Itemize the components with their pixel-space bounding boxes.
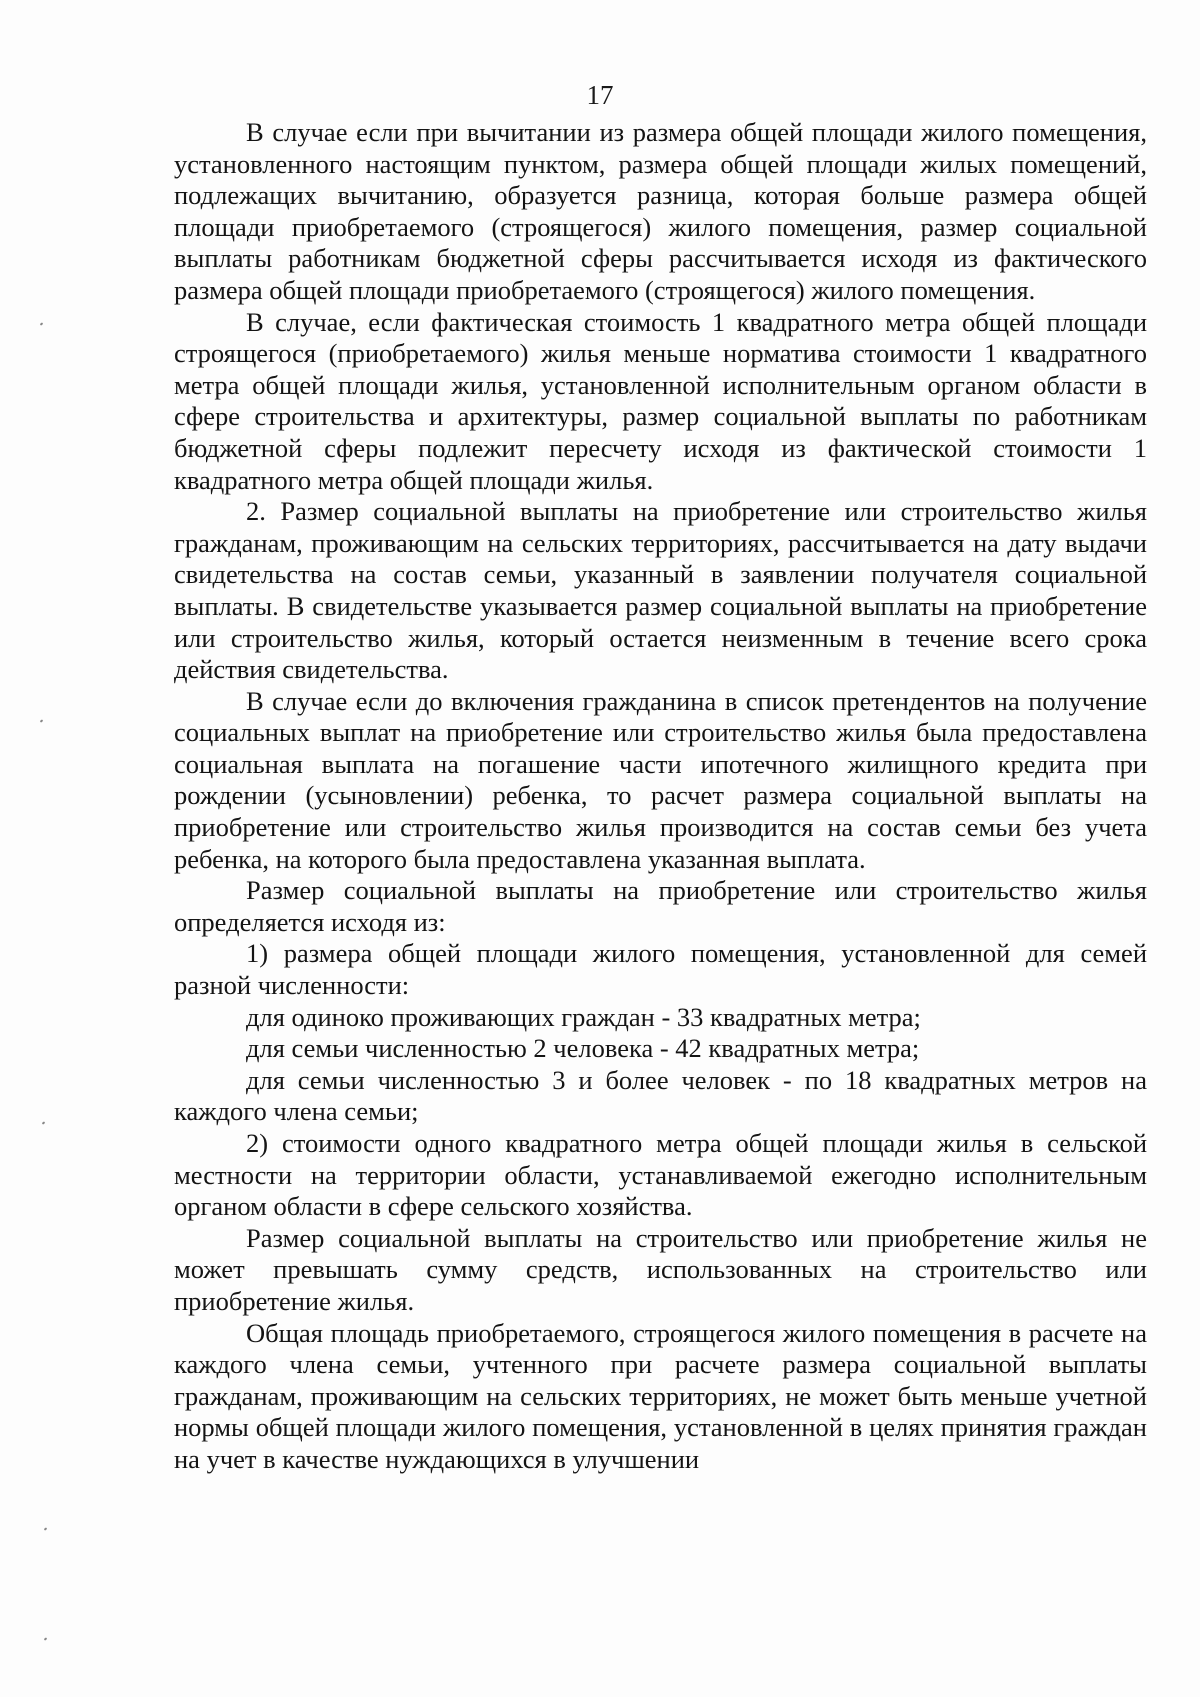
list-item-sqm-cost: 2) стоимости одного квадратного метра общей площади жилья в сельской местности на территории области, устанавливаемой ежегодно исполнительным органом области в сфере сельского хозяйства. [174, 1128, 1147, 1222]
paragraph-actual-cost: В случае, если фактическая стоимость 1 квадратного метра общей площади строящегося (приобретаемого) жилья меньше норматива стоимости 1 квадратного метра общей площади жилья, установленной исполнительным органом области в сфере строительства и архитектуры, размер социальной выплаты по работникам бюджетной сферы подлежит пересчету исходя из фактической стоимости 1 квадратного метра общей площади жилья. [174, 306, 1147, 495]
scan-speck [42, 1121, 46, 1124]
scan-speck [40, 719, 44, 722]
paragraph-payment-determined: Размер социальной выплаты на приобретение или строительство жилья определяется исходя из: [174, 875, 1147, 937]
scan-speck [44, 1637, 48, 1640]
document-body [174, 117, 1147, 1476]
list-item-area-size: 1) размера общей площади жилого помещения, установленной для семей разной численности: [174, 938, 1147, 1001]
paragraph-mortgage-payment: В случае если до включения гражданина в список претендентов на получение социальных выплат на приобретение или строительство жилья была предоставлена социальная выплата на погашение части ипотечного жилищного кредита при рождении (усыновлении) ребенка, то расчет размера социальной выплаты на приобретение или строительство жилья производится на состав семьи без учета ребенка, на которого была предоставлена указанная выплата. [174, 685, 1147, 874]
paragraph-payment-limit: Размер социальной выплаты на строительство или приобретение жилья не может превышать сумму средств, использованных на строительство или приобретение жилья. [174, 1222, 1147, 1316]
scan-speck [44, 1527, 48, 1530]
paragraph-area-per-member: Общая площадь приобретаемого, строящегося жилого помещения в расчете на каждого члена семьи, учтенного при расчете размера социальной выплаты гражданам, проживающим на сельских территориях, не может быть меньше учетной нормы общей площади жилого помещения, установленной в целях принятия граждан на учет в качестве нуждающихся в улучшении [174, 1317, 1147, 1474]
list-item-family-two: для семьи численностью 2 человека - 42 квадратных метра; [246, 1033, 920, 1064]
list-item-family-three-plus: для семьи численностью 3 и более человек - по 18 квадратных метров на каждого члена семьи; [174, 1064, 1147, 1127]
list-item-single-citizens: для одиноко проживающих граждан - 33 квадратных метра; [246, 1001, 921, 1032]
scan-speck [40, 322, 44, 325]
page-number: 17 [586, 80, 614, 110]
paragraph-rural-payment-size: 2. Размер социальной выплаты на приобретение или строительство жилья гражданам, проживающим на сельских территориях, рассчитывается на дату выдачи свидетельства на состав семьи, указанный в заявлении получателя социальной выплаты. В свидетельстве указывается размер социальной выплаты на приобретение или строительство жилья, который остается неизменным в течение всего срока действия свидетельства. [174, 496, 1147, 685]
paragraph-area-difference: В случае если при вычитании из размера общей площади жилого помещения, установленного настоящим пунктом, размера общей площади жилых помещений, подлежащих вычитанию, образуется разница, которая больше размера общей площади приобретаемого (строящегося) жилого помещения, размер социальной выплаты работникам бюджетной сферы рассчитывается исходя из фактического размера общей площади приобретаемого (строящегося) жилого помещения. [174, 117, 1147, 305]
